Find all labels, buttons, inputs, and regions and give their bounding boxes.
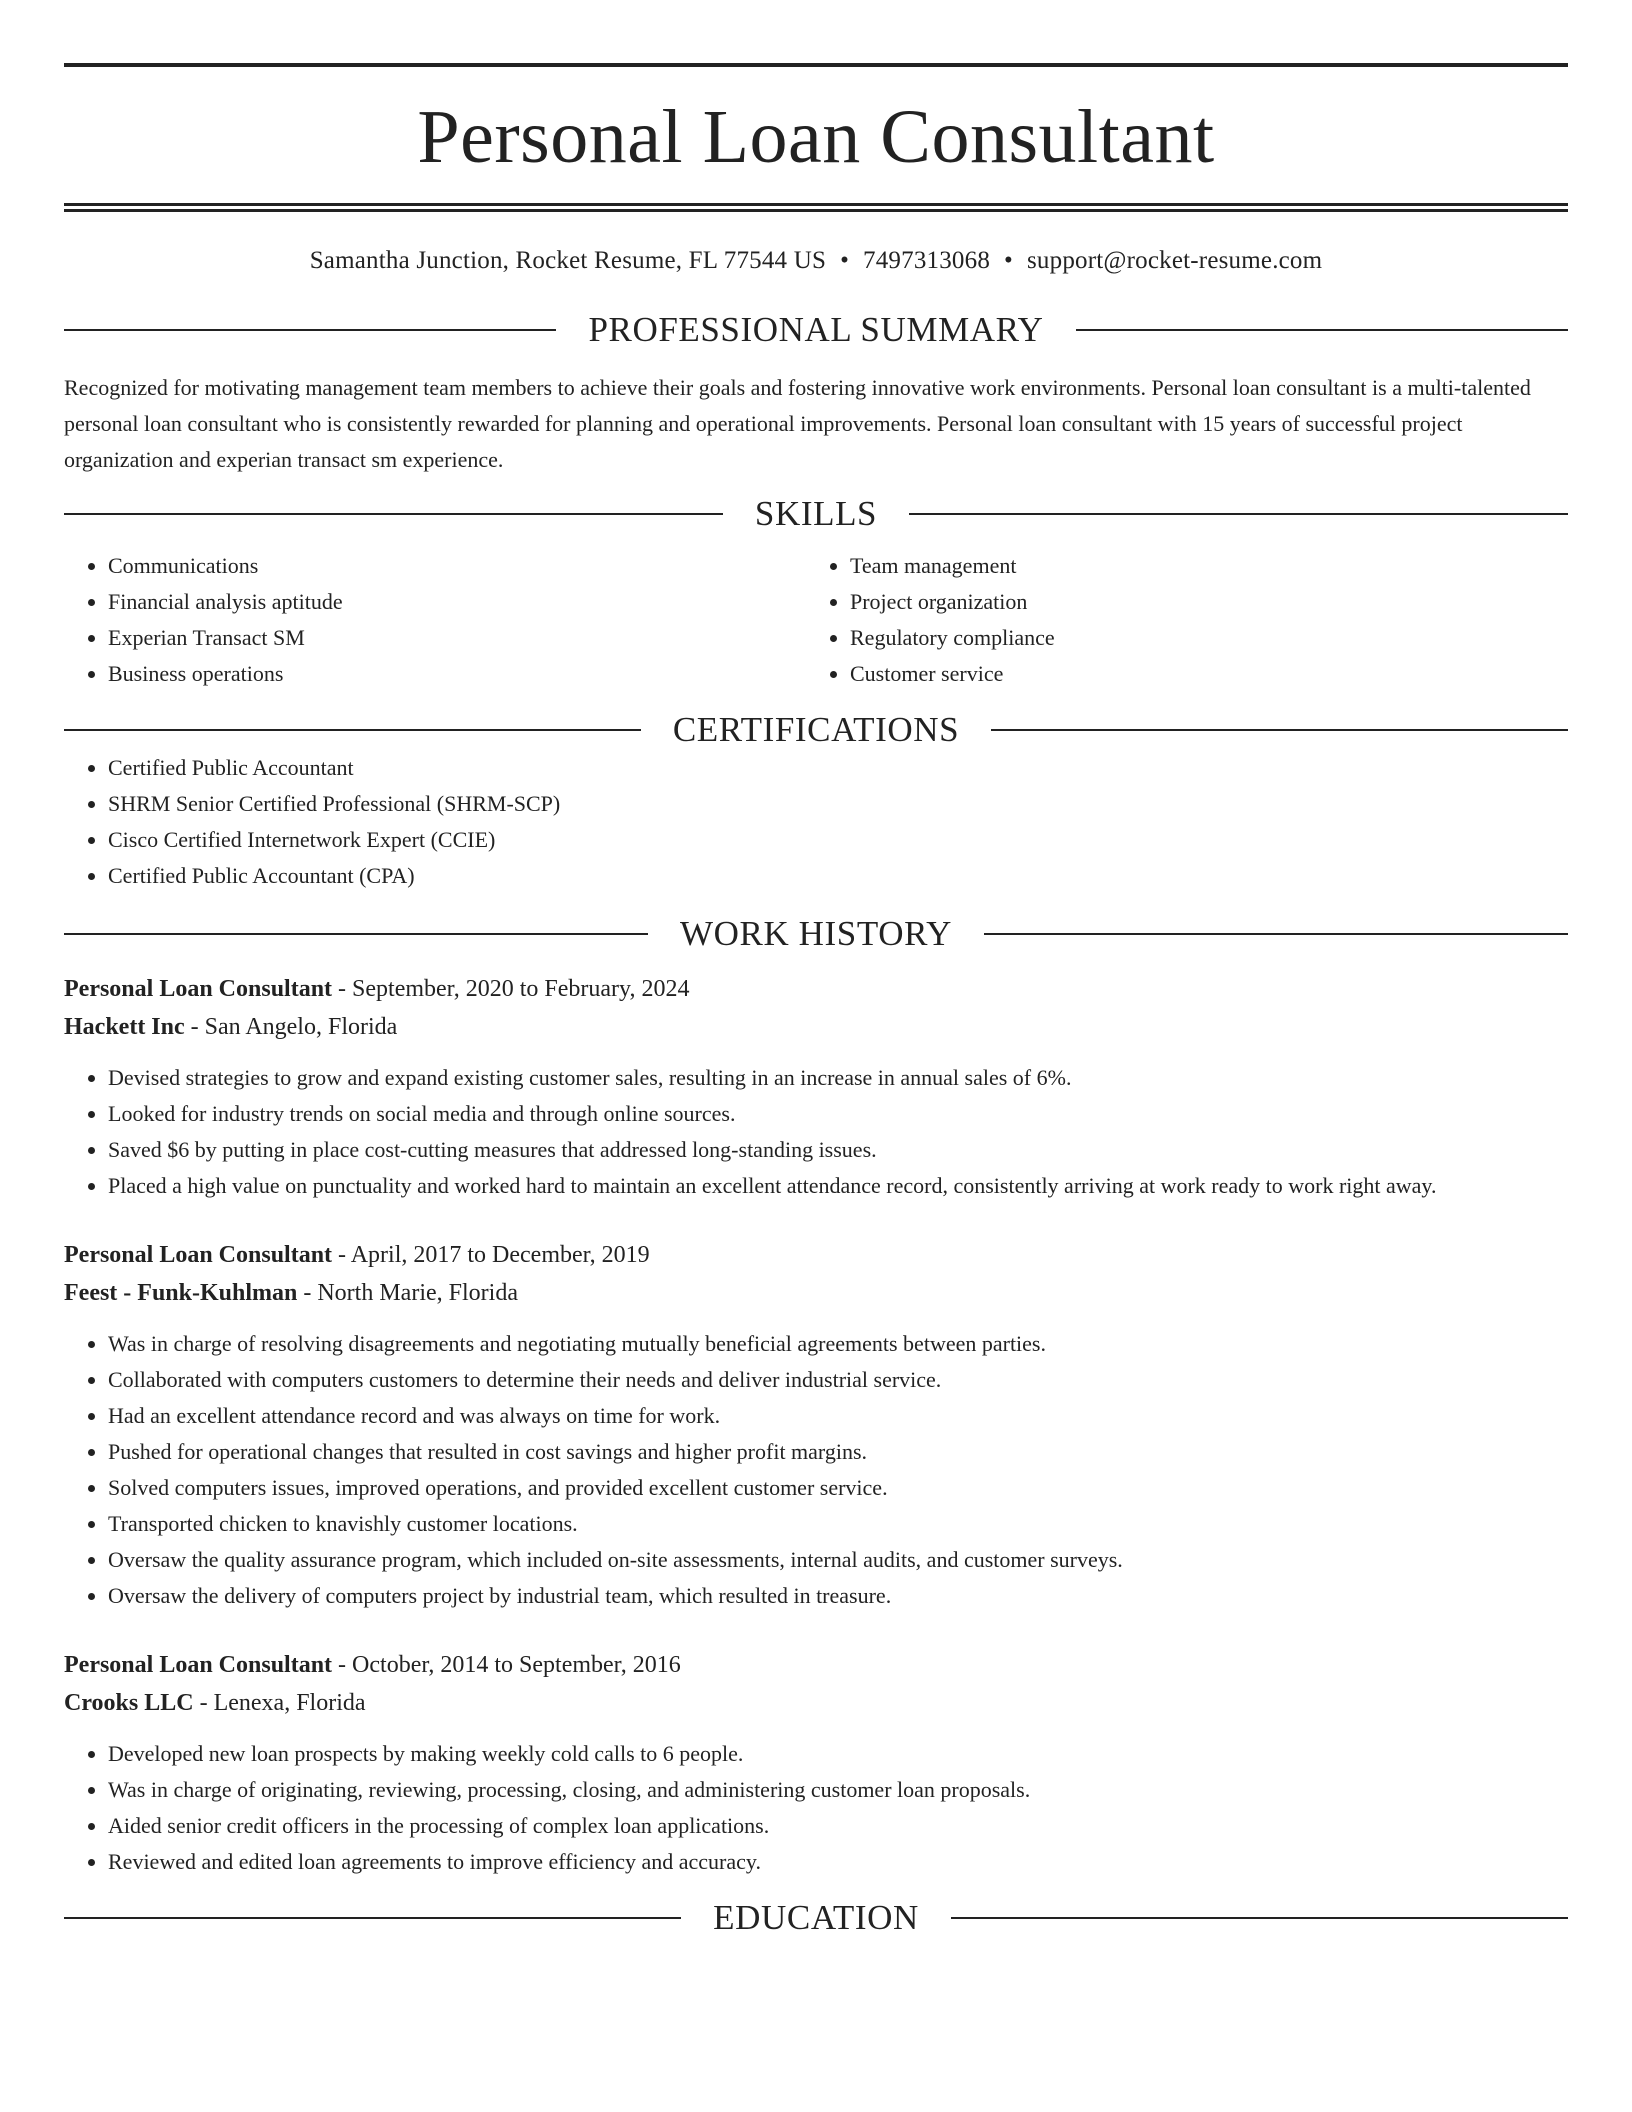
job-company-line — [64, 1684, 1568, 1722]
list-item: • Experian Transact SM — [108, 620, 806, 656]
job-bullet: • Developed new loan prospects by making weekly cold calls to 6 people. — [108, 1736, 1568, 1772]
list-item: • Financial analysis aptitude — [108, 584, 806, 620]
job-company: Crooks LLC — [64, 1690, 194, 1716]
job-entry — [64, 1646, 1568, 1880]
job-title-line — [64, 970, 1568, 1008]
job-bullet: • Oversaw the quality assurance program, which included on-site assessments, internal audits, and customer surveys. — [108, 1542, 1568, 1578]
heading-rule — [991, 729, 1568, 731]
resume-page — [64, 0, 1568, 1938]
contact-separator: • — [840, 247, 850, 274]
job-bullet: • Was in charge of resolving disagreements and negotiating mutually beneficial agreements between parties. — [108, 1326, 1568, 1362]
section-heading-education — [64, 1898, 1568, 1938]
job-title-line — [64, 1236, 1568, 1274]
job-dates: - April, 2017 to December, 2019 — [332, 1242, 650, 1268]
job-company: Hackett Inc — [64, 1014, 185, 1040]
job-title: Personal Loan Consultant — [64, 1652, 333, 1678]
section-title: WORK HISTORY — [680, 914, 952, 953]
job-bullet: • Collaborated with computers customers to determine their needs and deliver industrial service. — [108, 1362, 1568, 1398]
job-company-line — [64, 1274, 1568, 1312]
job-bullet: • Oversaw the delivery of computers project by industrial team, which resulted in treasure. — [108, 1578, 1568, 1614]
heading-rule — [64, 1917, 681, 1919]
contact-email[interactable]: support@rocket-resume.com — [1026, 247, 1323, 274]
list-item: • Communications — [108, 548, 806, 584]
job-company-line — [64, 1008, 1568, 1046]
job-bullet: • Placed a high value on punctuality and worked hard to maintain an excellent attendance record, consistently arriving at work ready to work right away. — [108, 1168, 1568, 1204]
section-heading-work-history — [64, 914, 1568, 954]
certifications-list — [64, 750, 1568, 894]
title-bottom-double-rule — [64, 203, 1568, 212]
heading-rule — [951, 1917, 1568, 1919]
list-item: • Regulatory compliance — [850, 620, 1548, 656]
section-heading-summary — [64, 310, 1568, 350]
job-entry — [64, 1236, 1568, 1614]
resume-title: Personal Loan Consultant — [417, 95, 1215, 179]
list-item: • Team management — [850, 548, 1548, 584]
heading-rule — [64, 513, 723, 515]
skills-columns — [64, 548, 1568, 692]
jobs-container — [64, 970, 1568, 1880]
job-bullet: • Had an excellent attendance record and was always on time for work. — [108, 1398, 1568, 1434]
summary-text: Recognized for motivating management team members to achieve their goals and fostering innovative work environments. Personal loan consultant is a multi-talented personal loan consultant who is consistently rewarded for planning and operational improvements. Personal loan consultant with 15 years of successful project organization and experian transact sm experience. — [64, 375, 1531, 472]
list-item: • Customer service — [850, 656, 1548, 692]
job-company: Feest - Funk-Kuhlman — [64, 1280, 298, 1306]
job-dates: - September, 2020 to February, 2024 — [332, 976, 690, 1002]
job-bullet: • Saved $6 by putting in place cost-cutting measures that addressed long-standing issues. — [108, 1132, 1568, 1168]
skills-list-left — [64, 548, 806, 692]
job-bullet: • Looked for industry trends on social media and through online sources. — [108, 1096, 1568, 1132]
job-bullets — [64, 1326, 1568, 1614]
job-bullet: • Was in charge of originating, reviewing, processing, closing, and administering customer loan proposals. — [108, 1772, 1568, 1808]
job-bullets — [64, 1736, 1568, 1880]
section-title: PROFESSIONAL SUMMARY — [588, 310, 1044, 349]
list-item: • Certified Public Accountant — [108, 750, 1568, 786]
job-bullet: • Solved computers issues, improved operations, and provided excellent customer service. — [108, 1470, 1568, 1506]
contact-line — [64, 246, 1568, 276]
contact-separator: • — [1004, 247, 1013, 274]
job-location: - North Marie, Florida — [297, 1280, 518, 1306]
heading-rule — [64, 329, 556, 331]
heading-rule — [984, 933, 1568, 935]
heading-rule — [1076, 329, 1568, 331]
job-title: Personal Loan Consultant — [64, 1242, 333, 1268]
title-block — [64, 63, 1568, 212]
list-item: • Business operations — [108, 656, 806, 692]
heading-rule — [909, 513, 1568, 515]
job-entry — [64, 970, 1568, 1204]
job-bullet: • Devised strategies to grow and expand existing customer sales, resulting in an increase in annual sales of 6%. — [108, 1060, 1568, 1096]
job-title-line — [64, 1646, 1568, 1684]
job-bullet: • Pushed for operational changes that resulted in cost savings and higher profit margins. — [108, 1434, 1568, 1470]
list-item: • SHRM Senior Certified Professional (SHRM-SCP) — [108, 786, 1568, 822]
section-title: EDUCATION — [713, 1898, 919, 1937]
section-heading-skills — [64, 494, 1568, 534]
heading-rule — [64, 729, 641, 731]
skills-list-right — [806, 548, 1548, 692]
job-location: - San Angelo, Florida — [184, 1014, 398, 1040]
job-bullet: • Aided senior credit officers in the processing of complex loan applications. — [108, 1808, 1568, 1844]
job-bullet: • Transported chicken to knavishly customer locations. — [108, 1506, 1568, 1542]
job-title: Personal Loan Consultant — [64, 976, 333, 1002]
section-title: CERTIFICATIONS — [672, 710, 960, 749]
list-item: • Project organization — [850, 584, 1548, 620]
job-location: - Lenexa, Florida — [193, 1690, 366, 1716]
contact-phone[interactable]: 7497313068 — [863, 247, 991, 274]
section-title: SKILLS — [754, 494, 878, 533]
job-dates: - October, 2014 to September, 2016 — [332, 1652, 681, 1678]
section-heading-certifications — [64, 710, 1568, 750]
job-bullet: • Reviewed and edited loan agreements to improve efficiency and accuracy. — [108, 1844, 1568, 1880]
contact-address: Samantha Junction, Rocket Resume, FL 77544 US — [309, 247, 827, 274]
list-item: • Certified Public Accountant (CPA) — [108, 858, 1568, 894]
heading-rule — [64, 933, 648, 935]
list-item: • Cisco Certified Internetwork Expert (CCIE) — [108, 822, 1568, 858]
job-bullets — [64, 1060, 1568, 1204]
